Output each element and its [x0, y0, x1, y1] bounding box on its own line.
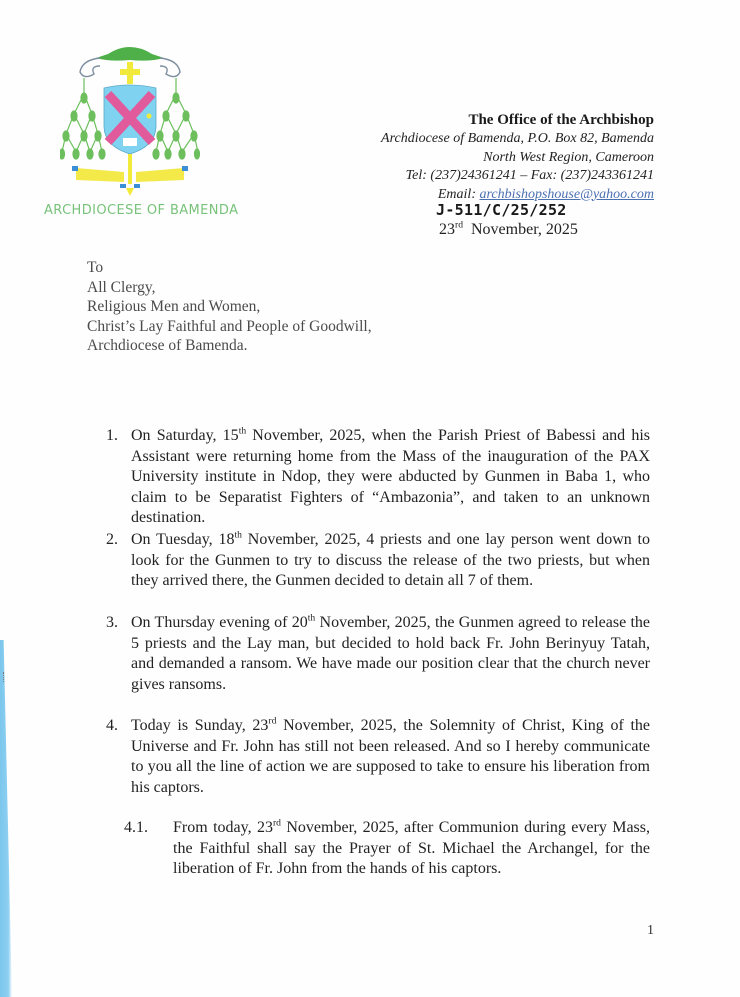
- tel-fax-line: Tel: (237)24361241 – Fax: (237)243361241: [405, 168, 654, 183]
- point-number: 2.: [106, 531, 118, 548]
- point-text: On Tuesday, 18th November, 2025, 4 priests and one lay person went down to look for the Gunmen to try to discuss the release of the two priests, but when they arrived there, the Gunmen decided to detain all 7 of them.: [131, 529, 650, 589]
- date-day: 23: [439, 221, 455, 238]
- galero-hat: [96, 47, 164, 61]
- subpoint-4-1: [124, 818, 650, 880]
- motto-scroll-left: [76, 168, 124, 182]
- addressee-line: Christ’s Lay Faithful and People of Goodwill,: [87, 317, 372, 335]
- point-3: [106, 613, 650, 695]
- shield-star: [147, 114, 152, 119]
- crest-caption: ARCHDIOCESE OF BAMENDA: [44, 203, 239, 218]
- point-text: On Thursday evening of 20th November, 2025, the Gunmen agreed to release the 5 priests and the Lay man, but decided to hold back Fr. John Berinyuy Tatah, and demanded a ransom. We have made our position clear that the church never gives ransoms.: [131, 612, 650, 693]
- addressee-line: Religious Men and Women,: [87, 298, 261, 315]
- subpoint-number: 4.1.: [124, 819, 148, 836]
- motto-scroll-right: [136, 168, 184, 182]
- crozier-staff: [128, 154, 132, 184]
- letter-date: [439, 220, 578, 240]
- tassels-left: [60, 78, 105, 159]
- point-number: 1.: [106, 427, 118, 444]
- addressee-line: To: [87, 259, 104, 276]
- office-title: The Office of the Archbishop: [468, 112, 654, 128]
- date-rest: November, 2025: [463, 221, 578, 238]
- point-text: Today is Sunday, 23rd November, 2025, the Solemnity of Christ, King of the Universe and Fr. John has still not been released. And so I hereby communicate to you all the line of action we are supposed to take to ensure his liberation from his captors.: [131, 715, 650, 796]
- shield-book: [123, 138, 137, 146]
- subpoint-text: From today, 23rd November, 2025, after Communion during every Mass, the Faithful shall say the Prayer of St. Michael the Archangel, for the liberation of Fr. John from the hands of his captors.: [173, 817, 650, 877]
- point-number: 4.: [106, 717, 118, 734]
- letterhead: [381, 111, 654, 204]
- addressee-line: All Clergy,: [87, 278, 156, 296]
- date-suffix: rd: [455, 219, 463, 231]
- addressee-block: [87, 258, 372, 356]
- addressee-line: Archdiocese of Bamenda.: [87, 337, 248, 354]
- point-text: On Saturday, 15th November, 2025, when the Parish Priest of Babessi and his Assistant were returning home from the Mass of the inauguration of the PAX University institute in Ndop, they were abducted by Gunmen in Baba 1, who claim to be Separatist Fighters of “Ambazonia”, and taken to an unknown destination.: [131, 425, 651, 526]
- cross-icon: [120, 62, 140, 84]
- reference-block: [436, 200, 578, 240]
- page-number: 1: [647, 923, 654, 938]
- point-4: [106, 716, 650, 798]
- point-number: 3.: [106, 614, 118, 631]
- email-label: Email:: [437, 186, 480, 202]
- scan-edge-shadow: [0, 640, 12, 997]
- tassels-right: [153, 78, 200, 159]
- coat-of-arms-logo: [60, 42, 200, 198]
- reference-number: J-511/C/25/252: [436, 201, 567, 219]
- point-1: [106, 426, 650, 529]
- postal-address: Archdiocese of Bamenda, P.O. Box 82, Bamenda: [381, 131, 654, 146]
- point-2: [106, 530, 650, 592]
- region-line: North West Region, Cameroon: [483, 149, 654, 165]
- email-link[interactable]: archbishopshouse@yahoo.com: [479, 186, 654, 202]
- scan-mark: [3, 672, 6, 682]
